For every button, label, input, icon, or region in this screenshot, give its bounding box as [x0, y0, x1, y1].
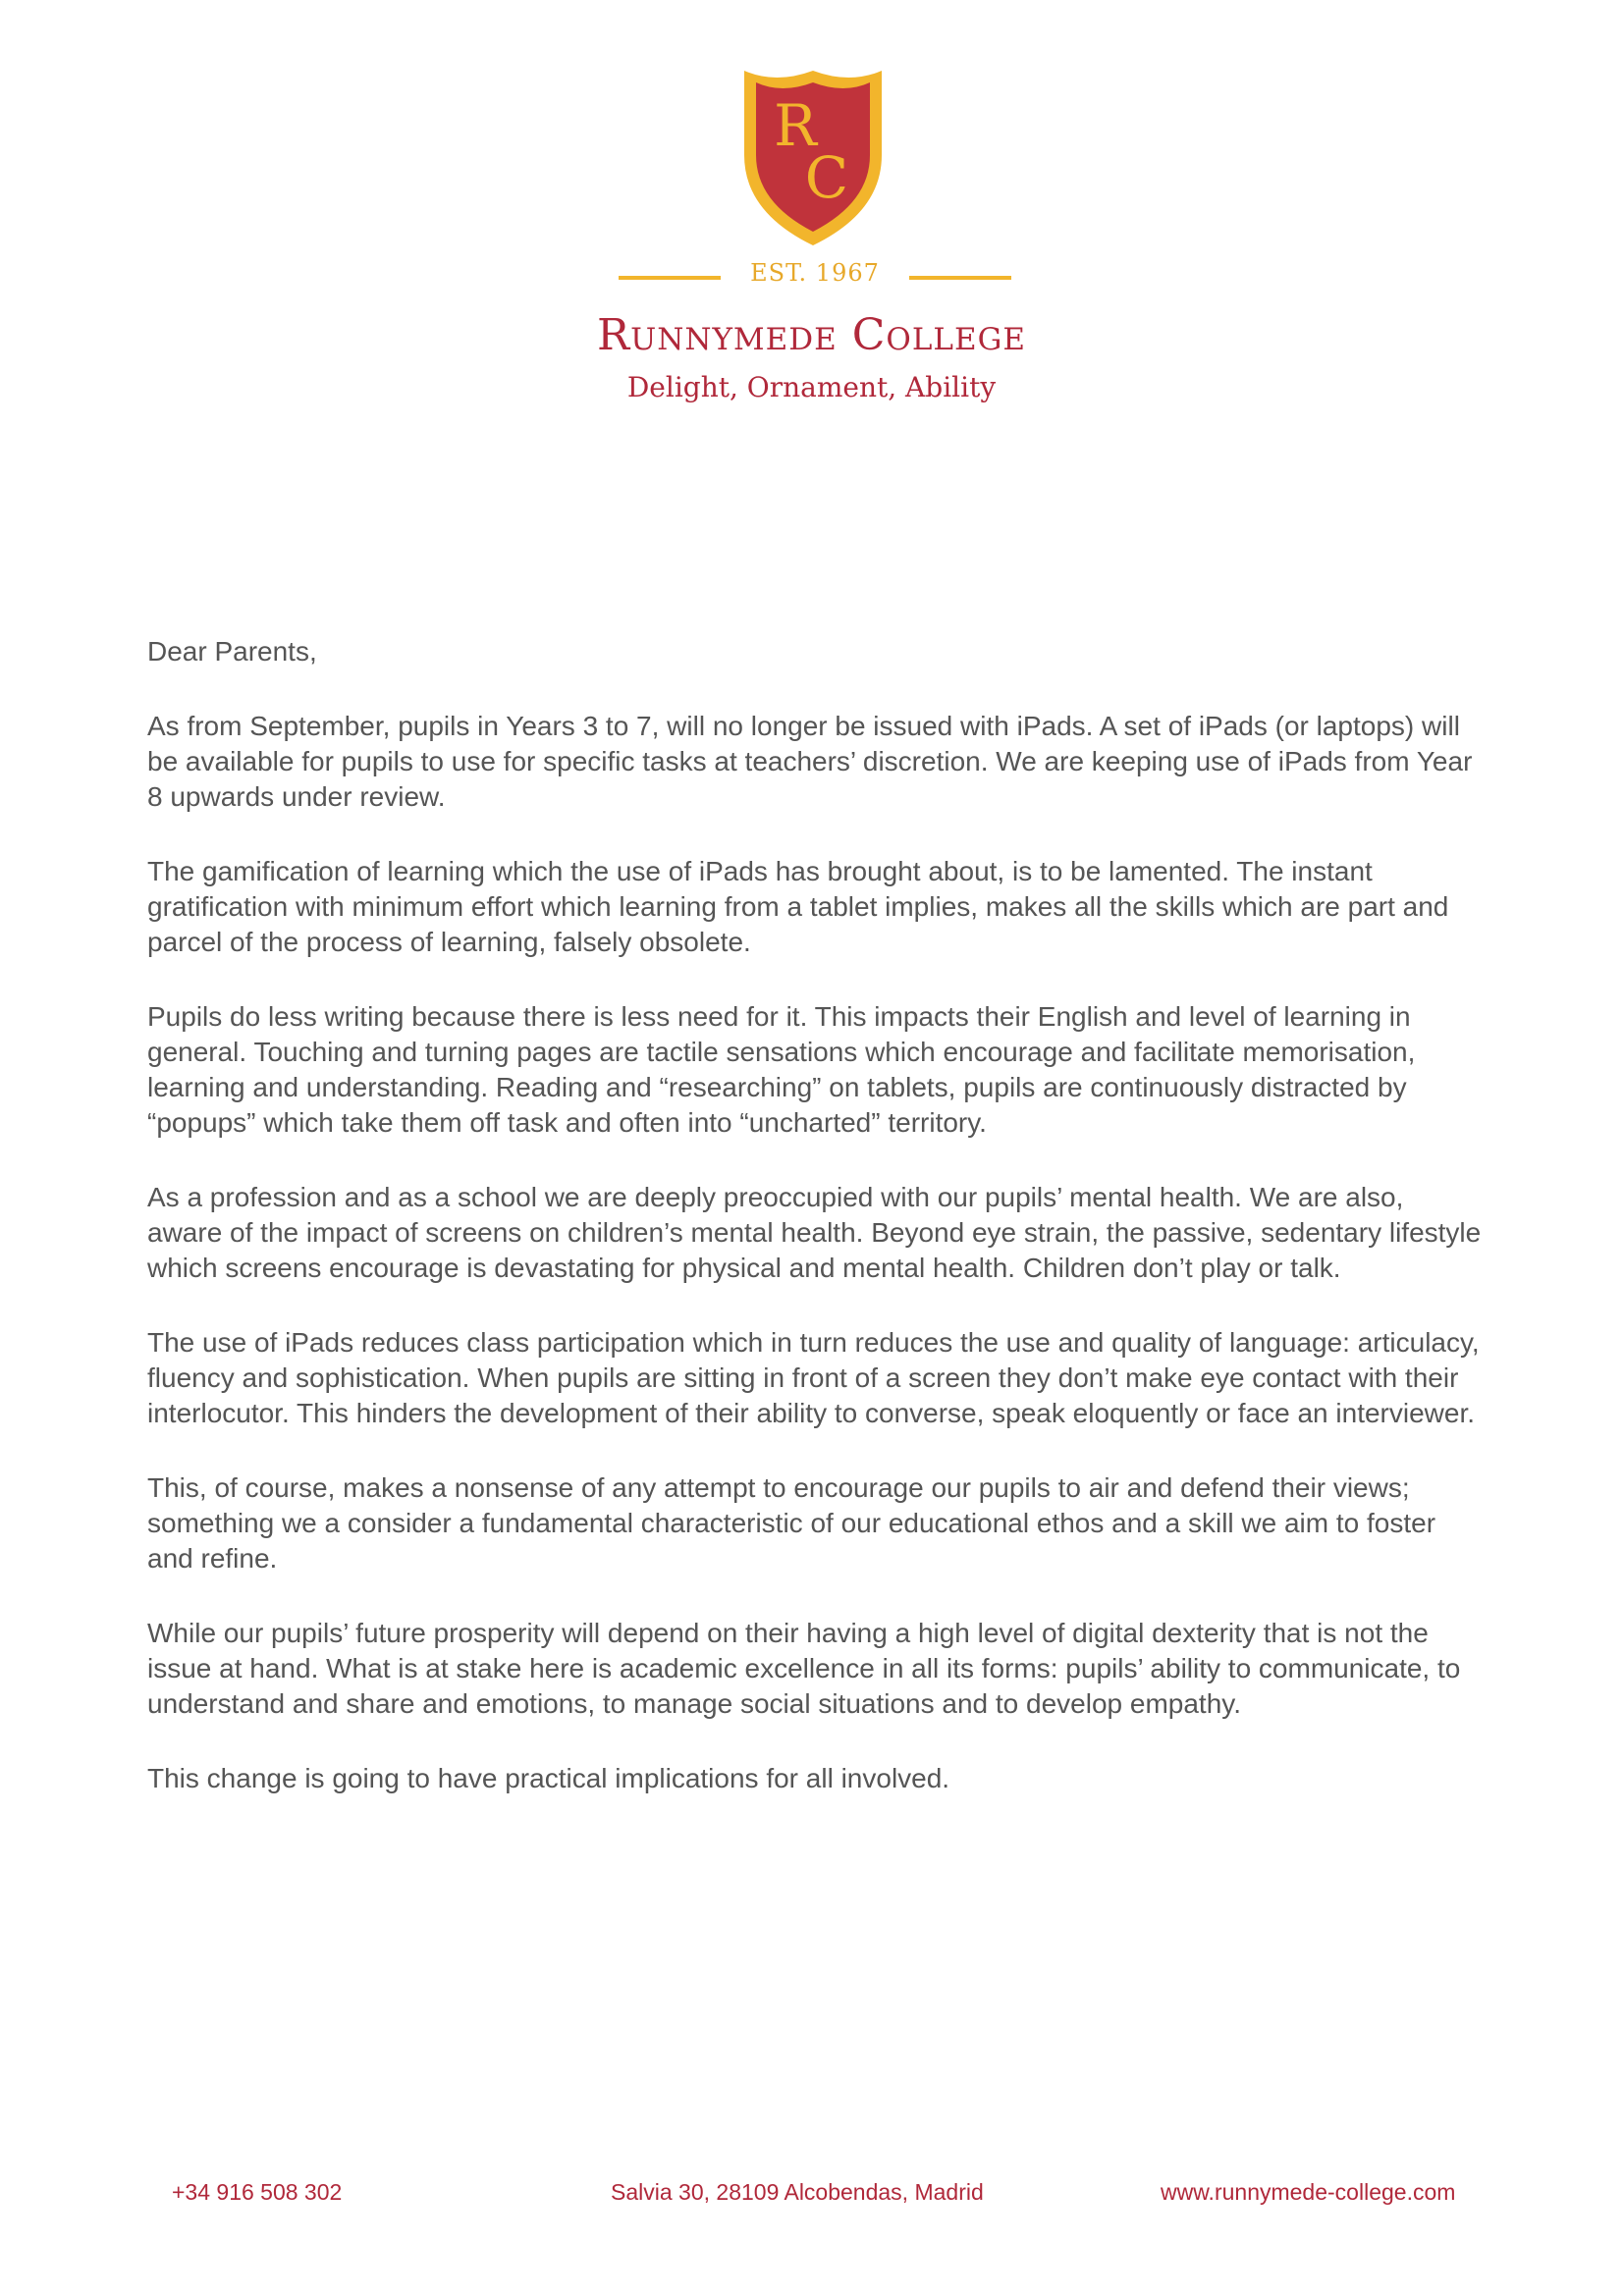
letter-paragraph: As a profession and as a school we are deeply preoccupied with our pupils’ mental health. We are also, aware of the impact of screens on children’s mental health. Beyond eye strain, the passive, sedentary lifestyle which screens encourage is devastating for physical and mental health. Children don’t play or talk. — [147, 1182, 1482, 1283]
school-name: Runnymede College — [596, 310, 1027, 360]
crest-letter-r: R — [774, 92, 817, 159]
letter-paragraph: This, of course, makes a nonsense of any attempt to encourage our pupils to air and defend their views; something we a consider a fundamental characteristic of our educational ethos and a skill we aim to foster and refine. — [147, 1472, 1436, 1574]
established-row — [619, 257, 1011, 296]
footer-website-link[interactable]: www.runnymede-college.com — [1161, 2179, 1456, 2205]
letter-paragraph: The use of iPads reduces class participation which in turn reduces the use and quality of language: articulacy, fluency and sophistication. When pupils are sitting in front of a screen they don’t make eye contact with their interlocutor. This hinders the development of their ability to converse, speak eloquently or face an interviewer. — [147, 1327, 1480, 1428]
letter-paragraph: While our pupils’ future prosperity will depend on their having a high level of digital dexterity that is not the issue at hand. What is at stake here is academic excellence in all its forms: pupils’ ability to communicate, to understand and share and emotions, to manage social situations and to develop empathy. — [147, 1618, 1461, 1719]
footer-address: Salvia 30, 28109 Alcobendas, Madrid — [611, 2179, 984, 2205]
school-motto: Delight, Ornament, Ability — [626, 371, 997, 403]
letter-paragraph: The gamification of learning which the use of iPads has brought about, is to be lamented. The instant gratification with minimum effort which learning from a tablet implies, makes all the skills which are part and parcel of the process of learning, falsely obsolete. — [147, 856, 1449, 957]
footer-phone: +34 916 508 302 — [172, 2179, 343, 2205]
crest-letter-c: C — [804, 144, 849, 211]
salutation: Dear Parents, — [147, 636, 317, 667]
letter-paragraph: This change is going to have practical implications for all involved. — [147, 1763, 950, 1793]
est-divider-right — [909, 276, 1011, 280]
letter-body — [147, 634, 1483, 1836]
school-crest-logo — [738, 65, 888, 251]
letter-paragraph: Pupils do less writing because there is less need for it. This impacts their English and level of learning in general. Touching and turning pages are tactile sensations which encourage and facilitate memorisation, learning and understanding. Reading and “researching” on tablets, pupils are continuously distracted by “popups” which take them off task and often into “uncharted” territory. — [147, 1001, 1416, 1138]
est-divider-left — [619, 276, 721, 280]
established-year: EST. 1967 — [750, 259, 880, 287]
letter-paragraph: As from September, pupils in Years 3 to 7, will no longer be issued with iPads. A set of iPads (or laptops) will be available for pupils to use for specific tasks at teachers’ discretion. We are keeping use of iPads from Year 8 upwards under review. — [147, 711, 1473, 812]
